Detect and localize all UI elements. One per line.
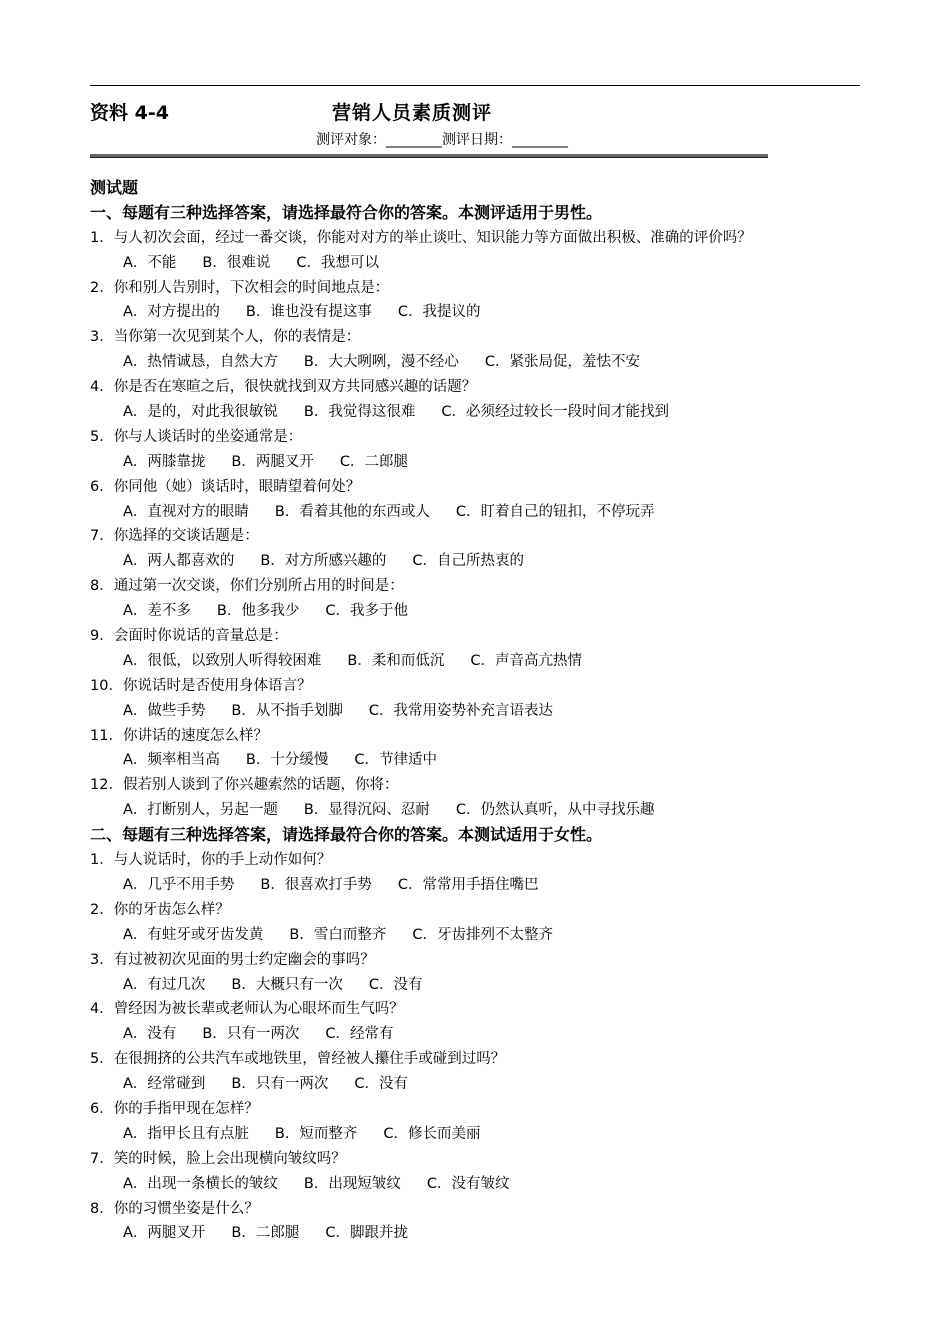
answer-option[interactable]: B．看着其他的东西或人 bbox=[274, 503, 430, 520]
answer-option[interactable]: C．没有 bbox=[368, 976, 423, 993]
answer-options bbox=[90, 923, 860, 948]
question-text: 11．你讲话的速度怎么样？ bbox=[90, 727, 268, 744]
answer-option[interactable]: C．脚跟并拢 bbox=[325, 1225, 408, 1242]
answer-options bbox=[90, 450, 860, 475]
question-text: 10．你说话时是否使用身体语言？ bbox=[90, 677, 312, 694]
section-label: 测试题 bbox=[90, 178, 139, 197]
answer-option[interactable]: B．我觉得这很难 bbox=[303, 404, 416, 421]
answer-option[interactable]: B．他多我少 bbox=[216, 603, 300, 620]
question-text: 8．你的习惯坐姿是什么？ bbox=[90, 1200, 259, 1217]
header-bottom-rule bbox=[90, 154, 768, 158]
question-text: 2．你的牙齿怎么样？ bbox=[90, 901, 230, 918]
answer-option[interactable]: C．紧张局促，羞怯不安 bbox=[484, 354, 640, 371]
answer-options bbox=[90, 400, 860, 425]
question-text: 6．你的手指甲现在怎样？ bbox=[90, 1100, 259, 1117]
answer-option[interactable]: A．没有 bbox=[123, 1026, 177, 1043]
answer-option[interactable]: A．有过几次 bbox=[123, 976, 206, 993]
answer-option[interactable]: C．声音高亢热情 bbox=[470, 652, 582, 669]
document-code: 资料 4-4 bbox=[90, 102, 169, 124]
answer-option[interactable]: B．大概只有一次 bbox=[231, 976, 343, 993]
answer-option[interactable]: A．直视对方的眼睛 bbox=[123, 503, 249, 520]
answer-option[interactable]: A．频率相当高 bbox=[123, 752, 220, 769]
answer-option[interactable]: A．两人都喜欢的 bbox=[123, 553, 235, 570]
question-text: 4．曾经因为被长辈或老师认为心眼坏而生气吗？ bbox=[90, 1001, 404, 1018]
question-text: 9．会面时你说话的音量总是： bbox=[90, 628, 288, 645]
answer-options bbox=[90, 649, 860, 674]
answer-option[interactable]: A．指甲长且有点脏 bbox=[123, 1125, 249, 1142]
answer-options bbox=[90, 251, 860, 276]
answer-option[interactable]: A．是的，对此我很敏锐 bbox=[123, 404, 278, 421]
answer-options bbox=[90, 973, 860, 998]
answer-option[interactable]: C．常常用手捂住嘴巴 bbox=[397, 876, 539, 893]
questionnaire-body bbox=[90, 176, 860, 1246]
answer-option[interactable]: A．热情诚恳，自然大方 bbox=[123, 354, 278, 371]
answer-option[interactable]: B．大大咧咧，漫不经心 bbox=[303, 354, 459, 371]
answer-option[interactable]: A．出现一条横长的皱纹 bbox=[123, 1175, 278, 1192]
answer-option[interactable]: B．显得沉闷、忍耐 bbox=[303, 802, 430, 819]
answer-option[interactable]: B．两腿叉开 bbox=[231, 453, 314, 470]
question-text: 5．在很拥挤的公共汽车或地铁里，曾经被人攥住手或碰到过吗？ bbox=[90, 1051, 506, 1068]
answer-option[interactable]: C．我提议的 bbox=[397, 304, 481, 321]
answer-option[interactable]: A．两膝靠拢 bbox=[123, 453, 206, 470]
answer-option[interactable]: C．二郎腿 bbox=[339, 453, 408, 470]
answer-option[interactable]: C．节律适中 bbox=[354, 752, 437, 769]
answer-option[interactable]: A．很低，以致别人听得较困难 bbox=[123, 652, 322, 669]
answer-options bbox=[90, 1022, 860, 1047]
answer-option[interactable]: B．很难说 bbox=[202, 254, 271, 271]
answer-option[interactable]: C．没有皱纹 bbox=[426, 1175, 510, 1192]
answer-options bbox=[90, 549, 860, 574]
question-text: 3．有过被初次见面的男士约定幽会的事吗？ bbox=[90, 951, 375, 968]
answer-option[interactable]: A．几乎不用手势 bbox=[123, 876, 235, 893]
answer-options bbox=[90, 748, 860, 773]
question-text: 1．与人初次会面，经过一番交谈，你能对对方的举止谈吐、知识能力等方面做出积极、准确的评价吗？ bbox=[90, 229, 752, 246]
document-title: 营销人员素质测评 bbox=[332, 102, 493, 124]
answer-option[interactable]: B．出现短皱纹 bbox=[303, 1175, 401, 1192]
answer-options bbox=[90, 500, 860, 525]
question-text: 8．通过第一次交谈，你们分别所占用的时间是： bbox=[90, 578, 404, 595]
answer-option[interactable]: C．修长而美丽 bbox=[383, 1125, 481, 1142]
answer-option[interactable]: B．只有一两次 bbox=[202, 1026, 300, 1043]
answer-options bbox=[90, 599, 860, 624]
section-heading: 一、每题有三种选择答案，请选择最符合你的答案。本测评适用于男性。 bbox=[90, 202, 603, 222]
question-text: 12．假若别人谈到了你兴趣索然的话题，你将： bbox=[90, 777, 399, 794]
answer-option[interactable]: B．很喜欢打手势 bbox=[260, 876, 372, 893]
answer-option[interactable]: C．自己所热衷的 bbox=[412, 553, 524, 570]
header-top-rule bbox=[90, 85, 860, 86]
answer-option[interactable]: C．经常有 bbox=[325, 1026, 394, 1043]
answer-option[interactable]: B．十分缓慢 bbox=[245, 752, 329, 769]
answer-option[interactable]: B．雪白而整齐 bbox=[289, 926, 387, 943]
answer-option[interactable]: A．差不多 bbox=[123, 603, 191, 620]
answer-option[interactable]: A．两腿叉开 bbox=[123, 1225, 206, 1242]
answer-options bbox=[90, 350, 860, 375]
section-heading: 二、每题有三种选择答案，请选择最符合你的答案。本测试适用于女性。 bbox=[90, 825, 603, 845]
answer-option[interactable]: B．短而整齐 bbox=[274, 1125, 358, 1142]
question-text: 3．当你第一次见到某个人，你的表情是： bbox=[90, 329, 361, 346]
answer-options bbox=[90, 1221, 860, 1246]
answer-option[interactable]: A．经常碰到 bbox=[123, 1076, 206, 1093]
answer-option[interactable]: B．二郎腿 bbox=[231, 1225, 300, 1242]
answer-option[interactable]: C．仍然认真听，从中寻找乐趣 bbox=[455, 802, 655, 819]
answer-option[interactable]: A．打断别人，另起一题 bbox=[123, 802, 278, 819]
answer-option[interactable]: C．我想可以 bbox=[296, 254, 379, 271]
answer-options bbox=[90, 699, 860, 724]
answer-option[interactable]: B．从不指手划脚 bbox=[231, 702, 343, 719]
answer-option[interactable]: B．柔和而低沉 bbox=[347, 652, 445, 669]
answer-option[interactable]: C．我常用姿势补充言语表达 bbox=[368, 702, 553, 719]
answer-option[interactable]: A．对方提出的 bbox=[123, 304, 220, 321]
question-text: 2．你和别人告别时，下次相会的时间地点是： bbox=[90, 279, 390, 296]
answer-option[interactable]: A．做些手势 bbox=[123, 702, 206, 719]
question-text: 7．你选择的交谈话题是： bbox=[90, 528, 259, 545]
answer-options bbox=[90, 1072, 860, 1097]
question-text: 4．你是否在寒暄之后，很快就找到双方共同感兴趣的话题？ bbox=[90, 379, 477, 396]
answer-options bbox=[90, 798, 860, 823]
answer-options bbox=[90, 300, 860, 325]
answer-option[interactable]: C．我多于他 bbox=[325, 603, 408, 620]
question-text: 7．笑的时候，脸上会出现横向皱纹吗？ bbox=[90, 1150, 346, 1167]
answer-option[interactable]: C．盯着自己的钮扣，不停玩弄 bbox=[455, 503, 655, 520]
answer-option[interactable]: B．对方所感兴趣的 bbox=[260, 553, 387, 570]
question-text: 1．与人说话时，你的手上动作如何？ bbox=[90, 852, 332, 869]
answer-options bbox=[90, 1172, 860, 1197]
answer-option[interactable]: C．必须经过较长一段时间才能找到 bbox=[441, 404, 669, 421]
answer-options bbox=[90, 873, 860, 898]
answer-option[interactable]: A．有蛀牙或牙齿发黄 bbox=[123, 926, 264, 943]
question-text: 6．你同他（她）谈话时，眼睛望着何处？ bbox=[90, 478, 361, 495]
answer-option[interactable]: A．不能 bbox=[123, 254, 177, 271]
evaluation-subject-date-line: 测评对象：________测评日期：________ bbox=[316, 132, 568, 148]
answer-options bbox=[90, 1122, 860, 1147]
question-text: 5．你与人谈话时的坐姿通常是： bbox=[90, 428, 303, 445]
answer-option[interactable]: B．只有一两次 bbox=[231, 1076, 329, 1093]
answer-option[interactable]: C．牙齿排列不太整齐 bbox=[412, 926, 553, 943]
answer-option[interactable]: B．谁也没有提这事 bbox=[245, 304, 372, 321]
answer-option[interactable]: C．没有 bbox=[354, 1076, 408, 1093]
